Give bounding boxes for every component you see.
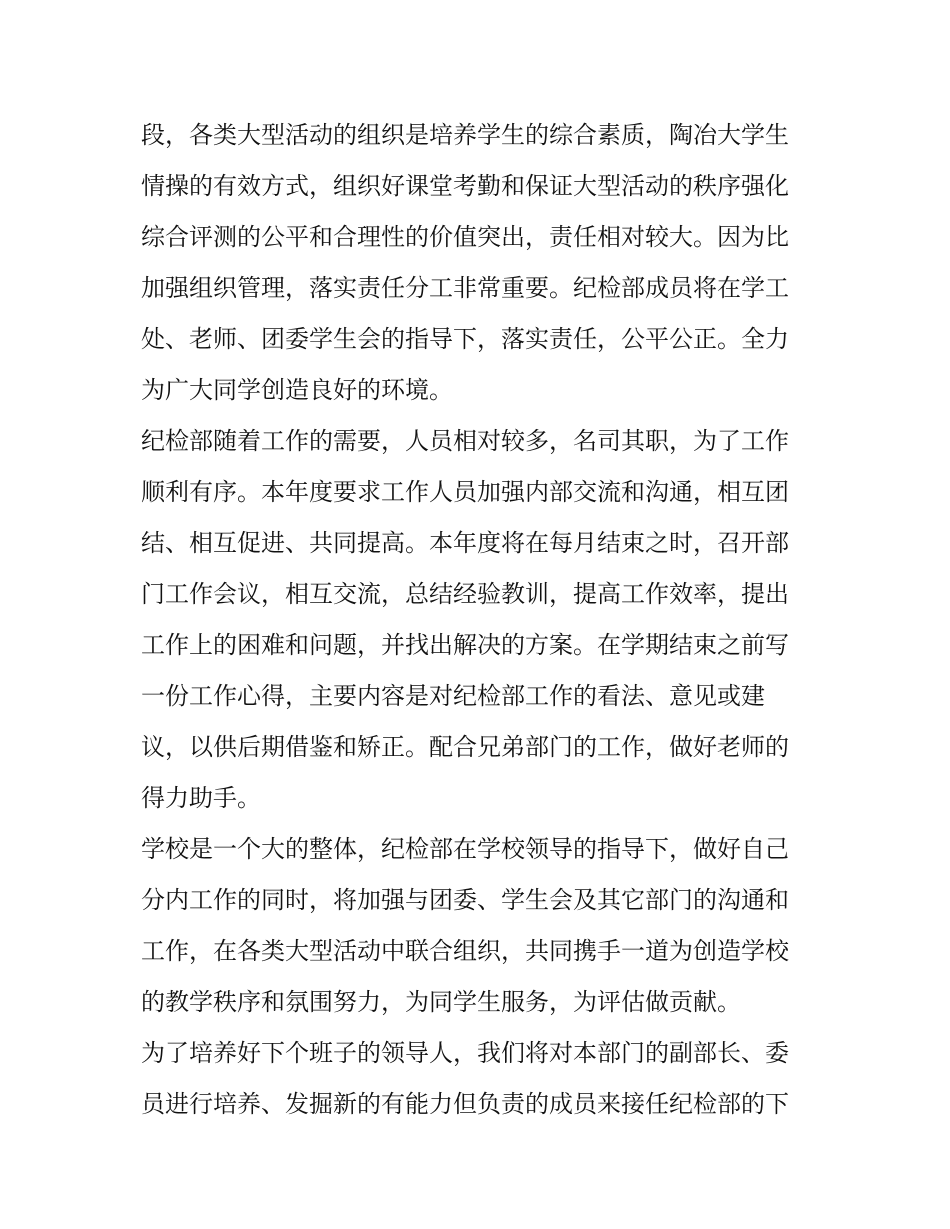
- text-line: 议，以供后期借鉴和矫正。配合兄弟部门的工作，做好老师的: [141, 733, 789, 761]
- text-line: 段，各类大型活动的组织是培养学生的综合素质，陶冶大学生: [141, 121, 789, 149]
- text-line: 纪检部随着工作的需要，人员相对较多，名司其职，为了工作: [141, 427, 789, 455]
- text-line: 门工作会议，相互交流，总结经验教训，提高工作效率，提出: [141, 580, 789, 608]
- text-line: 学校是一个大的整体，纪检部在学校领导的指导下，做好自己: [141, 835, 789, 863]
- text-line: 一份工作心得，主要内容是对纪检部工作的看法、意见或建: [141, 682, 765, 710]
- text-line: 加强组织管理，落实责任分工非常重要。纪检部成员将在学工: [141, 274, 789, 302]
- text-line: 综合评测的公平和合理性的价值突出，责任相对较大。因为比: [141, 223, 789, 251]
- text-line: 工作上的困难和问题，并找出解决的方案。在学期结束之前写: [141, 631, 789, 659]
- text-line: 为了培养好下个班子的领导人，我们将对本部门的副部长、委: [141, 1039, 789, 1067]
- text-line: 为广大同学创造良好的环境。: [141, 376, 453, 404]
- text-line: 分内工作的同时，将加强与团委、学生会及其它部门的沟通和: [141, 886, 789, 914]
- text-line: 得力助手。: [141, 784, 261, 812]
- text-line: 工作，在各类大型活动中联合组织，共同携手一道为创造学校: [141, 937, 789, 965]
- text-line: 的教学秩序和氛围努力，为同学生服务，为评估做贡献。: [141, 988, 741, 1016]
- text-line: 情操的有效方式，组织好课堂考勤和保证大型活动的秩序强化: [141, 172, 789, 200]
- text-line: 结、相互促进、共同提高。本年度将在每月结束之时，召开部: [141, 529, 789, 557]
- text-line: 员进行培养、发掘新的有能力但负责的成员来接任纪检部的下: [141, 1090, 789, 1118]
- document-body: [141, 110, 841, 1130]
- text-line: 处、老师、团委学生会的指导下，落实责任，公平公正。全力: [141, 325, 789, 353]
- text-line: 顺利有序。本年度要求工作人员加强内部交流和沟通，相互团: [141, 478, 789, 506]
